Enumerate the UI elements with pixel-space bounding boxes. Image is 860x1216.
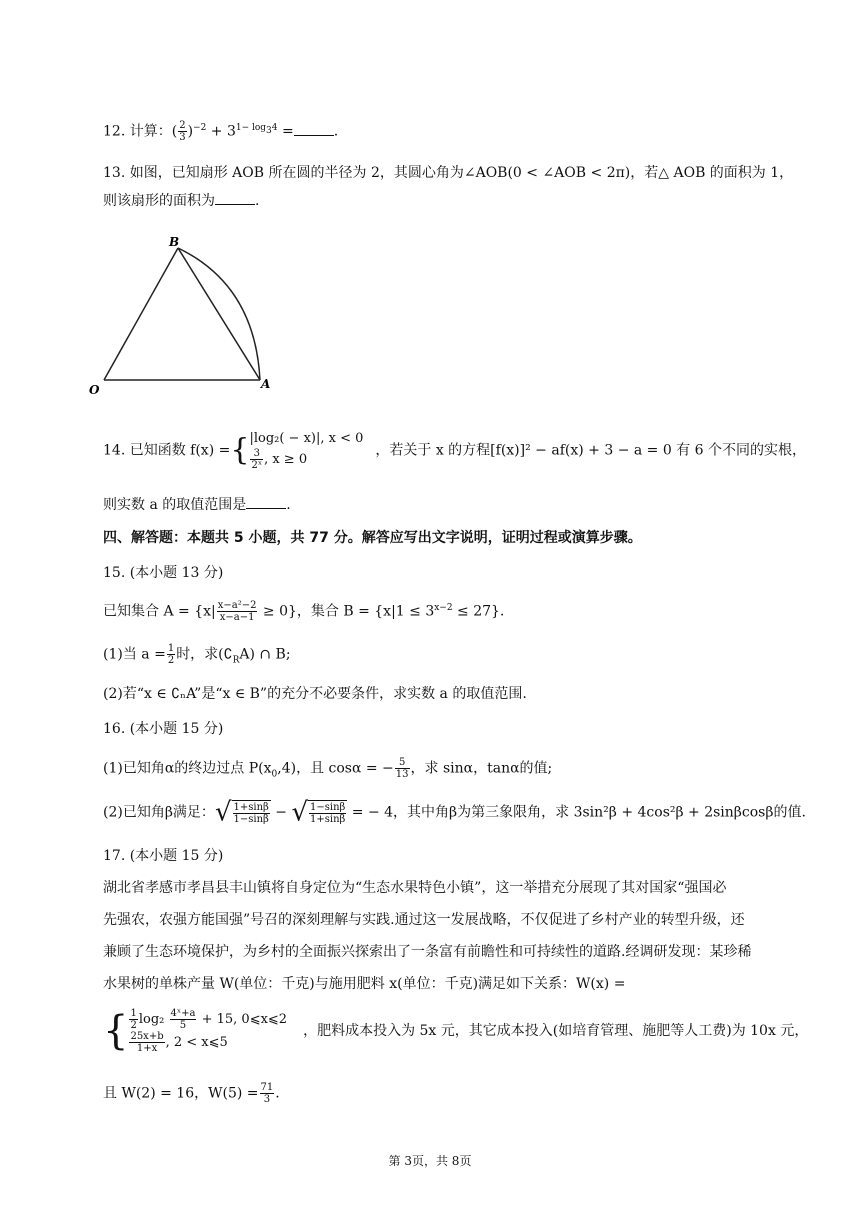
label-b: B [169, 235, 180, 249]
q17-l5: { $\frac{1}{2}$ log₂ $\frac{\text{4ˣ+a}}{5}$ + 15, 0⩽x⩽2 $\frac{25x+b}{1+x}$ , 2 < x⩽5 ，肥料成本投入为 5x 元，其它成本投入(如培育管理、施肥等人工费)为 10x 元， [103, 1008, 809, 1054]
q13-line2: 则该扇形的面积为 . [103, 193, 260, 209]
q17-l4: 水果树的单株产量 W(单位：千克)与施用肥料 x(单位：千克)满足如下关系：W(x) = [103, 976, 626, 992]
q12-fraction: $\frac{2}{3}$ [179, 120, 186, 144]
label-o: O [89, 383, 100, 397]
q14-line2: 则实数 a 的取值范围是 . [103, 497, 291, 513]
q17-l6: 且 W(2) = 16，W(5) = $\frac{71}{3}$ . [103, 1082, 280, 1105]
q16-p2: (2)已知角β满足：√ $\frac{1+\sin\beta}{1-\sin\beta}$ − √ $\frac{1-\sin\beta}{1+\sin\beta}$ = − 4，其中角β为第三象限角，求 3sin²β + 4cos²β + 2sinβcosβ的值. [103, 797, 806, 828]
q17-l3: 兼顾了生态环境保护，为乡村的全面振兴探索出了一条富有前瞻性和可持续性的道路.经调研发现：某珍稀 [103, 944, 752, 960]
section-heading: 四、解答题：本题共 5 小题，共 77 分。解答应写出文字说明，证明过程或演算步骤。 [103, 530, 642, 546]
answer-blank [246, 496, 286, 509]
answer-blank [294, 123, 334, 136]
q17-l2: 先强农，农强方能国强”号召的深刻理解与实践.通过这一发展战略，不仅促进了乡村产业的转型升级，还 [103, 912, 745, 928]
q17-piecewise: $\frac{1}{2}$ log₂ $\frac{\text{4ˣ+a}}{5}$ + 15, 0⩽x⩽2 $\frac{25x+b}{1+x}$ , 2 < x⩽5 [130, 1008, 288, 1054]
q15-p2: (1)当 a = $\frac{1}{2}$ 时，求$(∁_RA)$ ∩ B; [103, 643, 291, 666]
q17-l1: 湖北省孝感市孝昌县丰山镇将自身定位为“生态水果特色小镇”，这一举措充分展现了其对国家“强国必 [103, 880, 727, 896]
q15-p1: 已知集合 A = {x| $\frac{\text{x−a²−2}}{x-a-1}$ ≥ 0}，集合 $B = \{x|1 \le 3^{x-2} \le 27\}$. [103, 600, 505, 624]
label-a: A [261, 377, 271, 391]
chord-ab [178, 248, 260, 380]
q15-title: 15. (本小题 13 分) [103, 565, 224, 581]
radius-ob [104, 248, 178, 380]
q15-p3: (2)若“x ∈ ∁ₙA”是“x ∈ B”的充分不必要条件，求实数 a 的取值范围. [103, 686, 527, 702]
q17-title: 17. (本小题 15 分) [103, 848, 224, 864]
q14-line1: 14. 已知函数 f(x) ={ |log₂( − x)|, x < 0 $\frac{3}{\text{2ˣ}}$ , x ≥ 0 ，若关于 x 的方程[f(x)]² − af(x) + 3 − a = 0 有 6 个不同的实根， [103, 431, 807, 471]
sector-figure [85, 230, 285, 400]
q16-p1: (1)已知角α的终边过点 $P(x_0,4)$，且 cosα = − $\frac{5}{13}$ ，求 sinα，tanα的值; [103, 757, 553, 780]
q13-line1: 13. 如图，已知扇形 AOB 所在圆的半径为 2，其圆心角为∠AOB(0 < ∠AOB < 2π)，若△ AOB 的面积为 1， [103, 165, 794, 181]
q12-line: 12. 计算：( $\frac{2}{3}$ )$^{-2} + 3^{1- log_34}$ = . [103, 120, 339, 144]
q16-title: 16. (本小题 15 分) [103, 721, 224, 737]
answer-blank [215, 192, 255, 205]
q14-piecewise: |log₂( − x)|, x < 0 $\frac{3}{\text{2ˣ}}$ , x ≥ 0 [249, 431, 364, 471]
page-footer: 第 3页，共 8页 [388, 1154, 472, 1168]
